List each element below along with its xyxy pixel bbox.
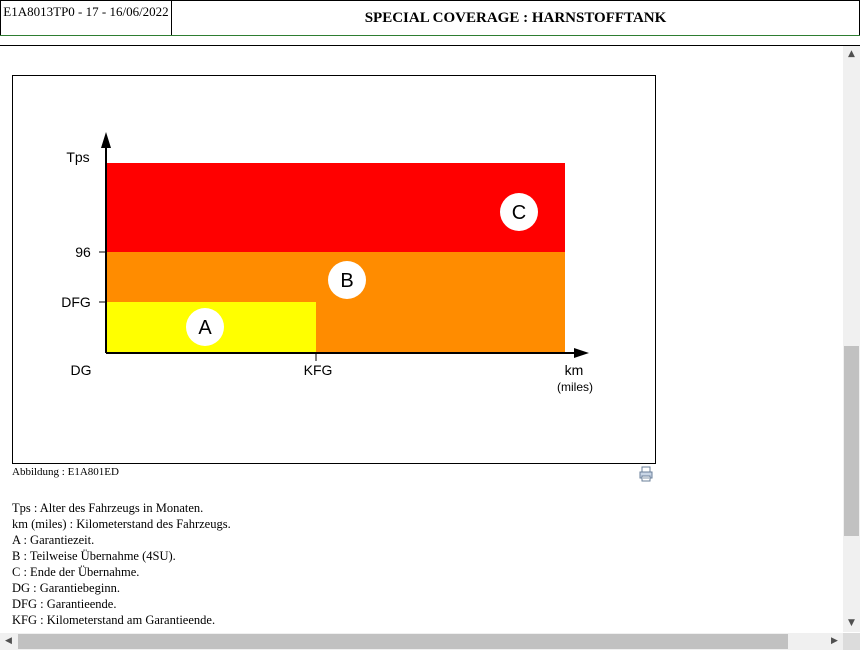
legend-item: A : Garantiezeit. [12, 533, 95, 547]
document-header [0, 0, 860, 36]
x-axis-label: km [564, 362, 584, 378]
zone-c-label: C [511, 202, 527, 224]
legend-item: B : Teilweise Übernahme (4SU). [12, 549, 176, 563]
figure-frame [12, 75, 656, 464]
horizontal-scrollbar[interactable] [0, 633, 843, 650]
scroll-down-icon[interactable]: ▼ [848, 618, 855, 628]
vertical-scroll-thumb[interactable] [844, 346, 859, 536]
page-title: SPECIAL COVERAGE : HARNSTOFFTANK [364, 10, 667, 26]
legend-item: DG : Garantiebeginn. [12, 581, 120, 595]
origin-label: DG [70, 362, 92, 378]
y-tick-label-96: 96 [75, 244, 91, 260]
vertical-scrollbar[interactable] [843, 46, 860, 632]
scroll-left-icon[interactable]: ◀ [5, 636, 12, 646]
y-tick-label-dfg: DFG [61, 294, 91, 310]
legend-item: km (miles) : Kilometerstand des Fahrzeugs. [12, 517, 231, 531]
legend-list [12, 500, 231, 628]
legend-item: KFG : Kilometerstand am Garantieende. [12, 613, 216, 627]
x-tick-label-kfg: KFG [303, 362, 333, 378]
scroll-right-icon[interactable]: ▶ [831, 636, 838, 646]
y-axis-label: Tps [66, 149, 90, 165]
zone-c-rect [106, 163, 565, 252]
zone-a-label: A [198, 317, 212, 339]
x-axis-sublabel: (miles) [557, 380, 593, 394]
zone-b-label: B [340, 270, 354, 292]
document-reference: E1A8013TP0 - 17 - 16/06/2022 [1, 1, 172, 36]
printer-icon[interactable] [639, 466, 653, 482]
scrollbar-corner [843, 633, 860, 650]
scroll-up-icon[interactable]: ▲ [848, 49, 855, 59]
legend-item: Tps : Alter des Fahrzeugs in Monaten. [12, 501, 204, 515]
x-axis-arrow [574, 348, 589, 358]
y-axis-arrow [101, 132, 111, 148]
legend-item: C : Ende der Übernahme. [12, 565, 140, 579]
figure-caption: Abbildung : E1A801ED [12, 466, 119, 478]
horizontal-scroll-thumb[interactable] [18, 634, 788, 649]
content-area [0, 46, 842, 632]
legend-item: DFG : Garantieende. [12, 597, 117, 611]
header-divider [0, 35, 860, 36]
coverage-diagram [13, 76, 655, 463]
